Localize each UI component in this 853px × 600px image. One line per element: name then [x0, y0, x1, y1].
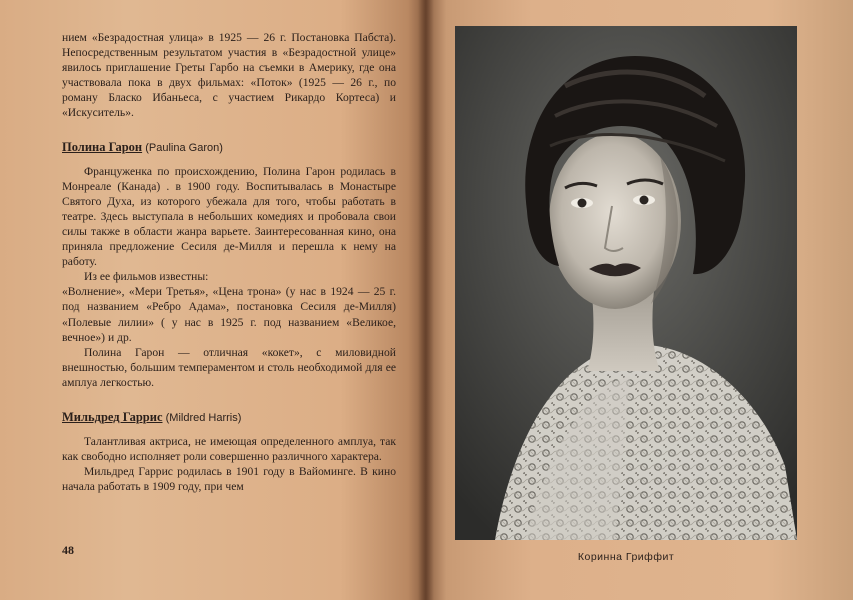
photo-caption: Коринна Гриффит: [577, 551, 675, 563]
paragraph: Талантливая актриса, не имеющая определенного амплуа, так как свободно исполняет роли совершенно различного характера.: [62, 434, 396, 464]
paragraph: Мильдред Гаррис родилась в 1901 году в Вайоминге. В кино начала работать в 1909 году, при чем: [62, 465, 396, 494]
left-page-text: [62, 30, 396, 494]
intro-paragraph: нием «Безрадостная улица» в 1925 — 26 г. Постановка Пабста). Непосредственным результатом участия в «Безрадостной улице» явилось приглашение Греты Гарбо на съемки в Америку, где она участвовала пока в двух фильмах: «Поток» (1925 — 26 г., по роману Бласко Ибаньеса, с участием Рикардо Кортеса) и «Искуситель».: [62, 31, 396, 120]
portrait-photo: [455, 26, 797, 540]
section-heading-paulina-garon: [62, 140, 396, 156]
heading-name-lat: (Paulina Garon): [145, 141, 223, 154]
heading-name-ru: Мильдред Гаррис: [62, 409, 163, 424]
portrait-image: [455, 26, 797, 540]
heading-name-ru: Полина Гарон: [62, 139, 143, 154]
book-gutter: [418, 0, 434, 600]
heading-name-lat: (Mildred Harris): [165, 411, 242, 424]
section-heading-mildred-harris: [62, 410, 396, 426]
page-number: 48: [62, 543, 74, 557]
left-page: [0, 0, 425, 600]
paragraph: Полина Гарон — отличная «кокет», с миловидной внешностью, большим темпераментом и столь необходимой для ее амплуа легкостью.: [62, 345, 396, 389]
paragraph: Из ее фильмов известны:: [84, 270, 209, 284]
paragraph: «Волнение», «Мери Третья», «Цена трона» (у нас в 1924 — 25 г. под названием «Ребро Адама», постановка Сесиля де-Милля) «Полевые лилии» ( у нас в 1925 г. под названием «Великое, вечное») и др.: [62, 285, 396, 344]
paragraph: Француженка по происхождению, Полина Гарон родилась в Монреале (Канада) . в 1900 году. Воспитывалась в Монастыре Святого Духа, из которого убежала для того, чтобы работать в театре. Здесь выступала в небольших комедиях и пробовала свои силы также в области жанра варьете. Заинтересованная кино, она приняла предложение Сесиля де-Милля и перешла к нему на работу.: [62, 164, 396, 269]
